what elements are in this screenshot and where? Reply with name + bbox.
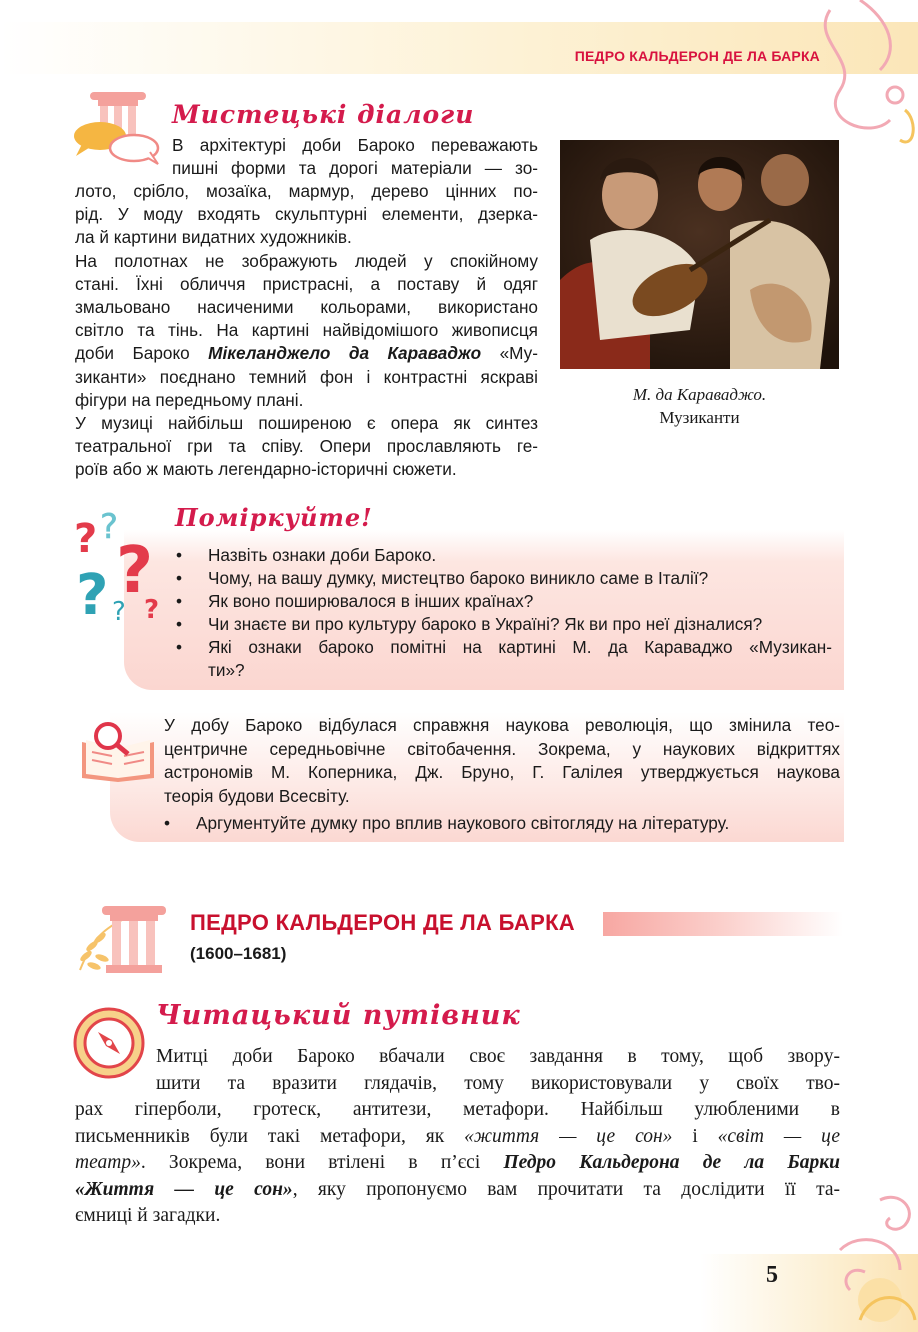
list-item: • Аргументуйте думку про вплив наукового світогляду на літературу.: [160, 812, 840, 835]
think-questions: [172, 544, 832, 682]
dialogues-heading: Мистецькі діалоги: [172, 100, 475, 129]
list-item: • Назвіть ознаки доби Бароко.: [172, 544, 832, 567]
guide-text-indented: Митці доби Бароко вбачали своє завдання в тому, щоб зворy- шити та вразити глядачів, тому використовували у своїх тво-: [156, 1046, 840, 1094]
svg-text:?: ?: [116, 534, 154, 608]
svg-text:?: ?: [112, 597, 126, 625]
running-header: ПЕДРО КАЛЬДЕРОН ДЕ ЛА БАРКА: [574, 48, 820, 64]
svg-text:?: ?: [74, 516, 98, 562]
corner-ornament-top: [800, 0, 918, 160]
svg-text:?: ?: [76, 563, 109, 625]
author-years: (1600–1681): [190, 944, 287, 963]
science-text: У добу Бароко відбулася справжня наукова революція, що змінила тео- центричне середньовічне світобачення. Зокрема, у наукових відкриттях астрономів М. Коперника, Дж. Бруно, Г. Галілея утверджується наукова теорія будови Всесвіту.: [164, 715, 840, 806]
svg-text:?: ?: [144, 595, 160, 625]
author-name: ПЕДРО КАЛЬДЕРОН ДЕ ЛА БАРКА: [190, 910, 576, 935]
page-number: 5: [766, 1262, 778, 1288]
dialogues-text: В архітектурі доби Бароко переважають пишні форми та дорогі матеріали — зо-: [172, 135, 538, 179]
list-item: • Чи знаєте ви про культуру бароко в Україні? Як ви про неї дізналися?: [172, 613, 832, 636]
guide-text: рах гіперболи, гротеск, антитези, метафори. Найбільш улюбленими в письменників були такі метафори, як «життя — це сон» і «світ — це театр». Зокрема, вони втілені в п’єсі Педро Кальдерона де ла Барки «Життя — це сон», яку пропонуємо вам прочитати та дослідити її та- ємниці й загадки.: [75, 1099, 841, 1226]
question-marks-icon: [70, 500, 170, 625]
book-magnifier-icon: [78, 720, 158, 782]
column-laurel-icon: [72, 900, 182, 980]
dialogues-text-wide: лото, срібло, мозаїка, мармур, дерево цінних по- рід. У моду входять скульптурні елементи, дзерка- ла й картини видатних художників. На полотнах не зображують людей у спокійному стані. Їхні обличчя пристрасні, а поставу й одяг змальовано насиченими кольорами, використано світло та тінь. На картині найвідомішого живописця доби Бароко Мікеланджело да Караваджо «Му- зиканти» поєднано темний фон і контрастні яскраві фігури на передньому плані. У музиці найбільш поширеною є опера як синтез театральної гри та співу. Опери прославляють ге- роїв або ж мають легендарно-історичні сюжети.: [75, 181, 538, 480]
svg-text:?: ?: [100, 507, 119, 547]
list-item: • Чому, на вашу думку, мистецтво бароко виникло саме в Італії?: [172, 567, 832, 590]
caravaggio-musicians-painting: [560, 140, 839, 369]
list-item: • Які ознаки бароко помітні на картині М. да Караваджо «Музикан- ти»?: [172, 636, 832, 682]
title-bar: [603, 912, 843, 936]
painting-caption: М. да Караваджо. Музиканти: [632, 385, 767, 427]
think-heading: Поміркуйте!: [175, 503, 373, 532]
list-item: • Як воно поширювалося в інших країнах?: [172, 590, 832, 613]
compass-icon: [72, 1006, 146, 1080]
corner-ornament-bottom: [820, 1190, 918, 1332]
science-task: [160, 812, 840, 835]
art-dialogue-icon: [70, 88, 165, 166]
guide-heading: Читацький путівник: [156, 1000, 521, 1031]
